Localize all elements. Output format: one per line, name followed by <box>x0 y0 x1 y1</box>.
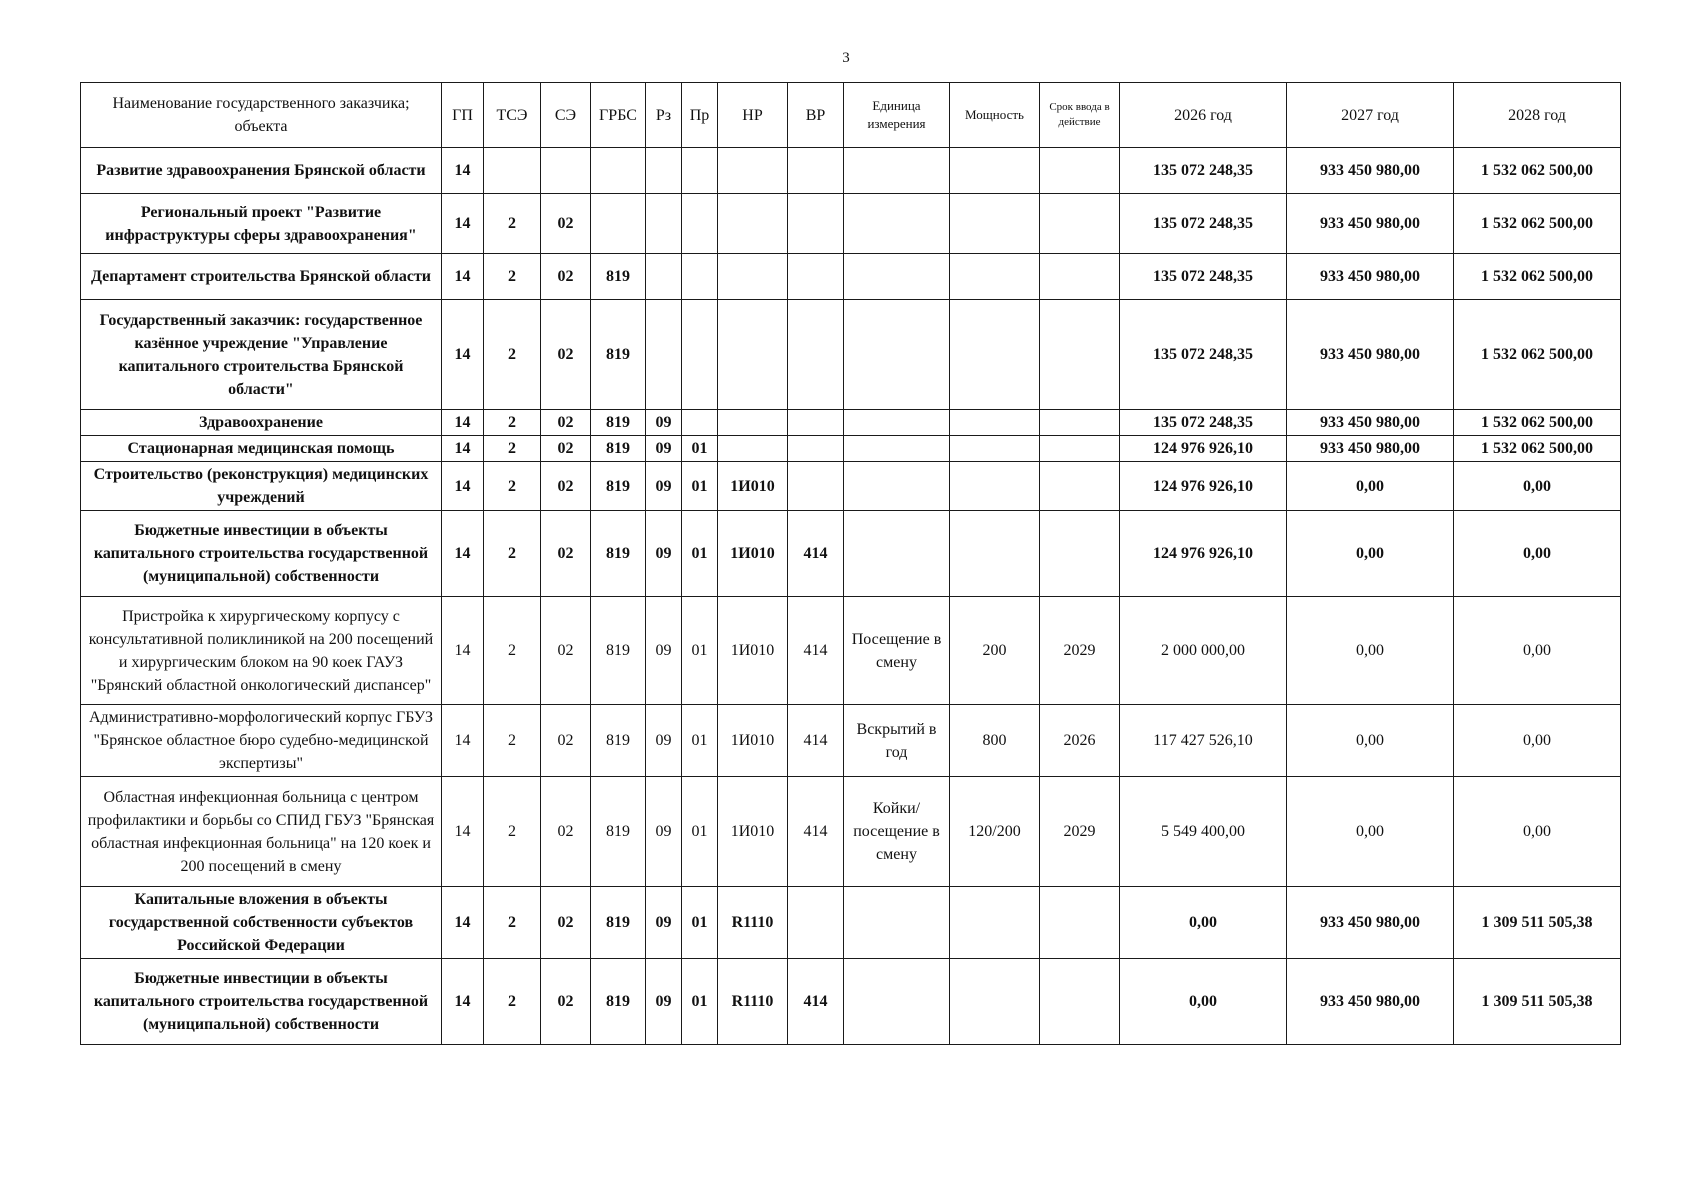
cell-y2028: 1 532 062 500,00 <box>1454 300 1621 410</box>
cell-vr <box>788 410 844 436</box>
cell-y2026: 135 072 248,35 <box>1120 300 1287 410</box>
header-gp: ГП <box>442 83 484 148</box>
cell-y2027: 933 450 980,00 <box>1287 300 1454 410</box>
cell-power <box>950 887 1040 959</box>
cell-pr: 01 <box>682 436 718 462</box>
cell-y2028: 1 309 511 505,38 <box>1454 959 1621 1045</box>
cell-y2027: 0,00 <box>1287 511 1454 597</box>
cell-power: 800 <box>950 705 1040 777</box>
cell-gp: 14 <box>442 148 484 194</box>
cell-tse: 2 <box>484 254 541 300</box>
cell-tse: 2 <box>484 436 541 462</box>
cell-pr <box>682 254 718 300</box>
cell-name: Государственный заказчик: государственное казённое учреждение "Управление капитального строительства Брянской области" <box>81 300 442 410</box>
cell-y2026: 135 072 248,35 <box>1120 410 1287 436</box>
cell-unit <box>844 148 950 194</box>
cell-y2026: 124 976 926,10 <box>1120 436 1287 462</box>
cell-pr <box>682 148 718 194</box>
cell-y2028: 1 532 062 500,00 <box>1454 148 1621 194</box>
cell-gp: 14 <box>442 410 484 436</box>
cell-term <box>1040 148 1120 194</box>
cell-term <box>1040 410 1120 436</box>
header-tse: ТСЭ <box>484 83 541 148</box>
cell-nr: R1110 <box>718 887 788 959</box>
cell-y2028: 1 532 062 500,00 <box>1454 410 1621 436</box>
cell-term <box>1040 300 1120 410</box>
cell-gp: 14 <box>442 511 484 597</box>
table-row <box>81 148 1621 194</box>
cell-nr <box>718 254 788 300</box>
cell-y2027: 933 450 980,00 <box>1287 410 1454 436</box>
cell-y2027: 933 450 980,00 <box>1287 148 1454 194</box>
table-row <box>81 777 1621 887</box>
cell-nr: 1И010 <box>718 705 788 777</box>
cell-term <box>1040 462 1120 511</box>
cell-vr <box>788 300 844 410</box>
cell-pr <box>682 194 718 254</box>
cell-power: 120/200 <box>950 777 1040 887</box>
cell-term: 2029 <box>1040 597 1120 705</box>
cell-se: 02 <box>541 887 591 959</box>
cell-power <box>950 300 1040 410</box>
budget-table <box>80 82 1621 1045</box>
page-number: 3 <box>842 50 850 66</box>
cell-term: 2029 <box>1040 777 1120 887</box>
cell-nr: 1И010 <box>718 597 788 705</box>
table-body <box>81 148 1621 1045</box>
cell-power <box>950 436 1040 462</box>
cell-tse: 2 <box>484 511 541 597</box>
cell-nr <box>718 300 788 410</box>
cell-term <box>1040 254 1120 300</box>
cell-term <box>1040 511 1120 597</box>
cell-name: Пристройка к хирургическому корпусу с консультативной поликлиникой на 200 посещений и хирургическим блоком на 90 коек ГАУЗ "Брянский областной онкологический диспансер" <box>81 597 442 705</box>
cell-nr: 1И010 <box>718 511 788 597</box>
cell-grbs: 819 <box>591 436 646 462</box>
cell-y2026: 0,00 <box>1120 887 1287 959</box>
cell-term <box>1040 194 1120 254</box>
cell-name: Капитальные вложения в объекты государственной собственности субъектов Российской Федерации <box>81 887 442 959</box>
cell-rz: 09 <box>646 959 682 1045</box>
cell-grbs: 819 <box>591 511 646 597</box>
table-row <box>81 436 1621 462</box>
cell-vr: 414 <box>788 959 844 1045</box>
cell-gp: 14 <box>442 959 484 1045</box>
cell-unit: Посещение в смену <box>844 597 950 705</box>
cell-gp: 14 <box>442 436 484 462</box>
cell-y2026: 135 072 248,35 <box>1120 254 1287 300</box>
cell-rz: 09 <box>646 462 682 511</box>
cell-pr: 01 <box>682 777 718 887</box>
cell-y2026: 117 427 526,10 <box>1120 705 1287 777</box>
cell-grbs: 819 <box>591 959 646 1045</box>
cell-unit <box>844 887 950 959</box>
cell-vr <box>788 254 844 300</box>
cell-y2027: 0,00 <box>1287 597 1454 705</box>
header-power: Мощность <box>950 83 1040 148</box>
cell-tse: 2 <box>484 959 541 1045</box>
cell-y2027: 933 450 980,00 <box>1287 887 1454 959</box>
cell-term <box>1040 959 1120 1045</box>
cell-nr <box>718 436 788 462</box>
header-pr: Пр <box>682 83 718 148</box>
header-name: Наименование государственного заказчика; объекта <box>81 83 442 148</box>
cell-unit <box>844 511 950 597</box>
cell-pr <box>682 410 718 436</box>
cell-y2027: 0,00 <box>1287 777 1454 887</box>
header-2026: 2026 год <box>1120 83 1287 148</box>
cell-nr: 1И010 <box>718 462 788 511</box>
cell-y2026: 124 976 926,10 <box>1120 511 1287 597</box>
cell-y2026: 124 976 926,10 <box>1120 462 1287 511</box>
table-row <box>81 705 1621 777</box>
cell-y2028: 1 532 062 500,00 <box>1454 436 1621 462</box>
cell-unit: Койки/ посещение в смену <box>844 777 950 887</box>
cell-nr <box>718 148 788 194</box>
cell-se: 02 <box>541 300 591 410</box>
cell-name: Развитие здравоохранения Брянской области <box>81 148 442 194</box>
table-row <box>81 511 1621 597</box>
cell-se: 02 <box>541 436 591 462</box>
cell-rz <box>646 300 682 410</box>
cell-tse: 2 <box>484 194 541 254</box>
cell-power: 200 <box>950 597 1040 705</box>
table-row <box>81 300 1621 410</box>
cell-vr: 414 <box>788 597 844 705</box>
cell-y2028: 0,00 <box>1454 462 1621 511</box>
cell-se: 02 <box>541 462 591 511</box>
cell-rz <box>646 194 682 254</box>
table-row <box>81 254 1621 300</box>
cell-se: 02 <box>541 705 591 777</box>
cell-name: Бюджетные инвестиции в объекты капитального строительства государственной (муниципальной) собственности <box>81 511 442 597</box>
cell-tse: 2 <box>484 887 541 959</box>
cell-name: Стационарная медицинская помощь <box>81 436 442 462</box>
cell-term: 2026 <box>1040 705 1120 777</box>
cell-grbs <box>591 148 646 194</box>
cell-power <box>950 959 1040 1045</box>
cell-vr: 414 <box>788 511 844 597</box>
cell-rz <box>646 148 682 194</box>
cell-y2026: 135 072 248,35 <box>1120 194 1287 254</box>
cell-y2026: 135 072 248,35 <box>1120 148 1287 194</box>
cell-y2027: 933 450 980,00 <box>1287 959 1454 1045</box>
cell-gp: 14 <box>442 705 484 777</box>
cell-rz: 09 <box>646 705 682 777</box>
cell-nr: R1110 <box>718 959 788 1045</box>
cell-nr <box>718 194 788 254</box>
cell-name: Здравоохранение <box>81 410 442 436</box>
header-2027: 2027 год <box>1287 83 1454 148</box>
header-rz: Рз <box>646 83 682 148</box>
cell-power <box>950 410 1040 436</box>
cell-tse: 2 <box>484 410 541 436</box>
cell-y2026: 2 000 000,00 <box>1120 597 1287 705</box>
cell-y2027: 933 450 980,00 <box>1287 194 1454 254</box>
cell-nr <box>718 410 788 436</box>
cell-vr <box>788 436 844 462</box>
cell-grbs: 819 <box>591 410 646 436</box>
table-row <box>81 462 1621 511</box>
cell-nr: 1И010 <box>718 777 788 887</box>
cell-rz: 09 <box>646 511 682 597</box>
cell-grbs: 819 <box>591 254 646 300</box>
cell-power <box>950 254 1040 300</box>
cell-term <box>1040 436 1120 462</box>
cell-grbs: 819 <box>591 462 646 511</box>
header-unit: Единица измерения <box>844 83 950 148</box>
cell-vr <box>788 462 844 511</box>
cell-pr: 01 <box>682 887 718 959</box>
cell-vr: 414 <box>788 705 844 777</box>
cell-pr: 01 <box>682 959 718 1045</box>
cell-grbs: 819 <box>591 705 646 777</box>
cell-unit <box>844 194 950 254</box>
cell-unit <box>844 436 950 462</box>
cell-gp: 14 <box>442 194 484 254</box>
cell-tse: 2 <box>484 597 541 705</box>
cell-pr: 01 <box>682 462 718 511</box>
cell-pr: 01 <box>682 705 718 777</box>
cell-grbs: 819 <box>591 887 646 959</box>
cell-grbs <box>591 194 646 254</box>
cell-tse: 2 <box>484 300 541 410</box>
cell-y2027: 933 450 980,00 <box>1287 254 1454 300</box>
cell-vr <box>788 887 844 959</box>
cell-gp: 14 <box>442 597 484 705</box>
cell-name: Строительство (реконструкция) медицинских учреждений <box>81 462 442 511</box>
table-row <box>81 959 1621 1045</box>
cell-pr <box>682 300 718 410</box>
header-nr: НР <box>718 83 788 148</box>
cell-name: Региональный проект "Развитие инфраструктуры сферы здравоохранения" <box>81 194 442 254</box>
cell-unit <box>844 410 950 436</box>
cell-name: Бюджетные инвестиции в объекты капитального строительства государственной (муниципальной) собственности <box>81 959 442 1045</box>
cell-vr <box>788 194 844 254</box>
cell-rz <box>646 254 682 300</box>
cell-y2026: 5 549 400,00 <box>1120 777 1287 887</box>
header-se: СЭ <box>541 83 591 148</box>
cell-rz: 09 <box>646 777 682 887</box>
header-grbs: ГРБС <box>591 83 646 148</box>
table-row <box>81 194 1621 254</box>
table-row <box>81 887 1621 959</box>
cell-term <box>1040 887 1120 959</box>
cell-gp: 14 <box>442 887 484 959</box>
cell-y2027: 933 450 980,00 <box>1287 436 1454 462</box>
cell-power <box>950 511 1040 597</box>
table-row <box>81 597 1621 705</box>
cell-grbs: 819 <box>591 300 646 410</box>
cell-gp: 14 <box>442 777 484 887</box>
cell-se: 02 <box>541 959 591 1045</box>
cell-y2026: 0,00 <box>1120 959 1287 1045</box>
cell-unit <box>844 959 950 1045</box>
cell-rz: 09 <box>646 597 682 705</box>
cell-y2028: 0,00 <box>1454 511 1621 597</box>
cell-name: Административно-морфологический корпус ГБУЗ "Брянское областное бюро судебно-медицинской экспертизы" <box>81 705 442 777</box>
cell-y2028: 0,00 <box>1454 705 1621 777</box>
cell-se: 02 <box>541 597 591 705</box>
cell-tse: 2 <box>484 462 541 511</box>
cell-unit <box>844 462 950 511</box>
cell-tse: 2 <box>484 705 541 777</box>
cell-y2028: 1 532 062 500,00 <box>1454 194 1621 254</box>
cell-power <box>950 462 1040 511</box>
cell-name: Областная инфекционная больница с центром профилактики и борьбы со СПИД ГБУЗ "Брянская областная инфекционная больница" на 120 коек и 200 посещений в смену <box>81 777 442 887</box>
cell-grbs: 819 <box>591 597 646 705</box>
cell-gp: 14 <box>442 254 484 300</box>
cell-unit: Вскрытий в год <box>844 705 950 777</box>
cell-unit <box>844 300 950 410</box>
cell-tse: 2 <box>484 777 541 887</box>
cell-se: 02 <box>541 410 591 436</box>
table-row <box>81 410 1621 436</box>
cell-power <box>950 148 1040 194</box>
cell-se: 02 <box>541 254 591 300</box>
cell-y2028: 1 532 062 500,00 <box>1454 254 1621 300</box>
cell-rz: 09 <box>646 410 682 436</box>
cell-name: Департамент строительства Брянской области <box>81 254 442 300</box>
cell-se: 02 <box>541 777 591 887</box>
cell-y2028: 0,00 <box>1454 777 1621 887</box>
cell-se: 02 <box>541 511 591 597</box>
table-header-row <box>81 83 1621 148</box>
cell-pr: 01 <box>682 597 718 705</box>
cell-power <box>950 194 1040 254</box>
cell-rz: 09 <box>646 887 682 959</box>
cell-grbs: 819 <box>591 777 646 887</box>
header-2028: 2028 год <box>1454 83 1621 148</box>
cell-y2028: 0,00 <box>1454 597 1621 705</box>
cell-y2028: 1 309 511 505,38 <box>1454 887 1621 959</box>
cell-gp: 14 <box>442 462 484 511</box>
cell-vr: 414 <box>788 777 844 887</box>
cell-se: 02 <box>541 194 591 254</box>
cell-gp: 14 <box>442 300 484 410</box>
cell-y2027: 0,00 <box>1287 705 1454 777</box>
cell-y2027: 0,00 <box>1287 462 1454 511</box>
cell-vr <box>788 148 844 194</box>
header-term: Срок ввода в действие <box>1040 83 1120 148</box>
cell-rz: 09 <box>646 436 682 462</box>
cell-se <box>541 148 591 194</box>
cell-pr: 01 <box>682 511 718 597</box>
header-vr: ВР <box>788 83 844 148</box>
cell-unit <box>844 254 950 300</box>
cell-tse <box>484 148 541 194</box>
